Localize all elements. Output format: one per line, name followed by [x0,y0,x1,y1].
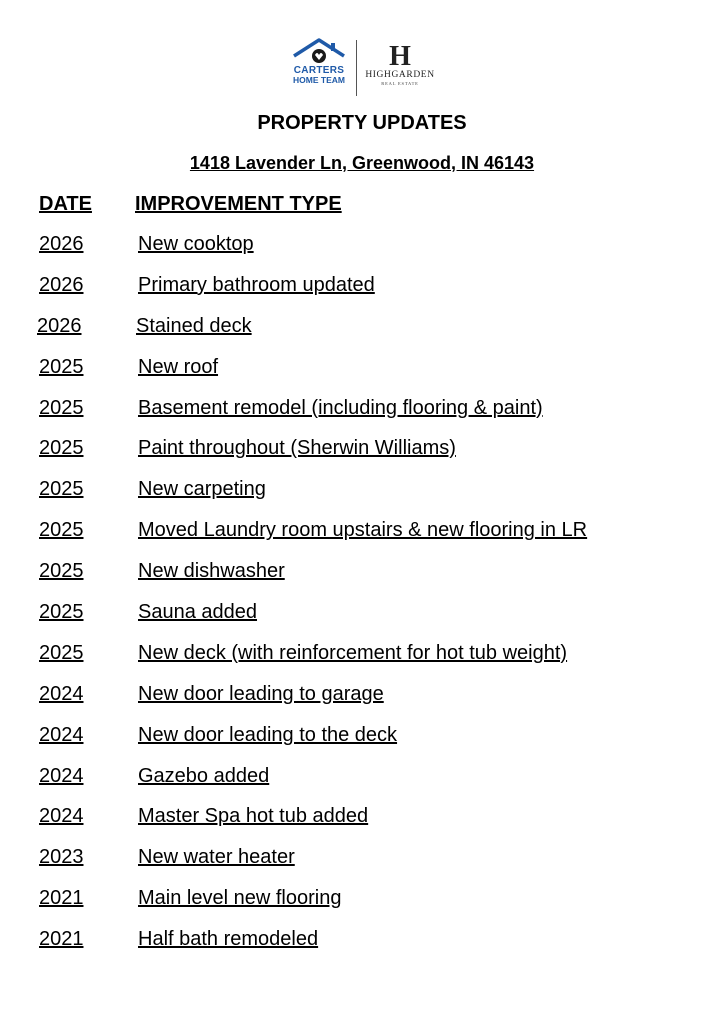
logo-divider [356,40,357,96]
list-item [0,765,724,806]
item-year: 2025 [39,601,84,624]
item-year: 2024 [39,764,84,787]
item-year: 2024 [39,723,84,746]
item-type: New cooktop [138,233,254,255]
item-year: 2023 [39,846,84,869]
list-item [0,356,724,397]
item-type: Sauna added [138,601,258,624]
item-year: 2025 [39,519,84,542]
item-type: New roof [138,355,219,378]
item-year: 2025 [39,355,84,378]
list-item [0,724,724,765]
item-type: Stained deck [136,314,252,337]
logo-bar [0,38,724,98]
item-year: 2026 [39,233,84,255]
item-year: 2024 [39,805,84,828]
item-year: 2026 [39,273,84,296]
list-item [0,805,724,846]
highgarden-subtitle: REAL ESTATE [381,81,419,86]
item-type: Moved Laundry room upstairs & new flooring in LR [138,519,588,542]
list-item [0,642,724,683]
item-type: Gazebo added [138,764,270,787]
item-type: New dishwasher [138,560,285,583]
list-item [0,683,724,724]
list-item [0,928,724,969]
item-year: 2025 [39,478,84,501]
item-year: 2025 [39,560,84,583]
highgarden-name: HIGHGARDEN [365,70,435,80]
improvements-list [0,233,724,969]
item-type: New door leading to garage [138,682,384,705]
item-year: 2026 [37,314,82,337]
carters-name: CARTERS [293,65,345,76]
item-type: New door leading to the deck [138,723,398,746]
item-type: Basement remodel (including flooring & paint) [138,396,543,419]
list-item [0,887,724,928]
list-item [0,478,724,519]
item-year: 2024 [39,682,84,705]
item-type: Master Spa hot tub added [138,805,369,828]
list-item [0,274,724,315]
list-item [0,846,724,887]
carters-home-team-logo [289,38,349,96]
list-item [0,519,724,560]
item-type: New carpeting [138,478,266,501]
highgarden-mark: H [389,41,411,72]
page-title: PROPERTY UPDATES [257,112,467,134]
list-item [0,601,724,642]
list-item [0,233,724,274]
list-item [0,437,724,478]
item-year: 2021 [39,887,84,910]
item-type: Paint throughout (Sherwin Williams) [138,437,456,460]
item-type: Half bath remodeled [138,928,319,951]
list-item [0,560,724,601]
item-type: Primary bathroom updated [138,273,375,296]
list-item [0,315,724,356]
house-heart-icon [291,38,347,66]
list-item [0,397,724,438]
item-year: 2025 [39,396,84,419]
item-type: New deck (with reinforcement for hot tub weight) [138,641,568,664]
property-address: 1418 Lavender Ln, Greenwood, IN 46143 [189,153,535,173]
item-type: Main level new flooring [138,887,342,910]
item-year: 2025 [39,437,84,460]
item-year: 2025 [39,641,84,664]
column-header-improvement-type: IMPROVEMENT TYPE [135,193,342,215]
highgarden-logo [362,41,438,86]
column-header-date: DATE [39,193,92,215]
carters-subtitle: HOME TEAM [293,75,345,85]
item-year: 2021 [39,928,84,951]
item-type: New water heater [138,846,295,869]
